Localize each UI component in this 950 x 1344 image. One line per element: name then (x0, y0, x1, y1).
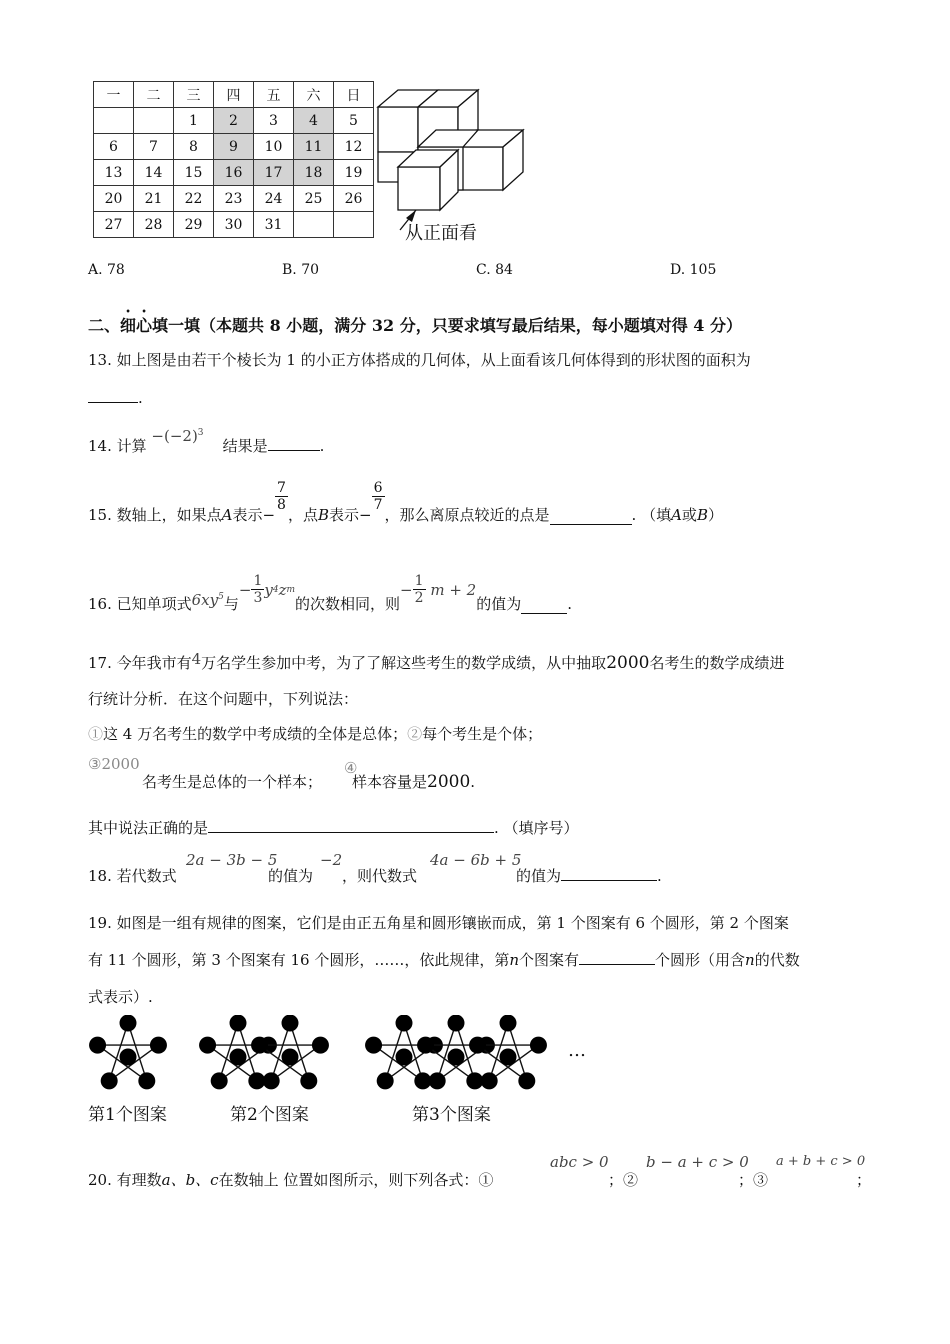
pattern-circle (282, 1015, 299, 1032)
calendar-day-cell: 11 (294, 134, 334, 160)
q20-text: 20. 有理数a、b、c在数轴上 位置如图所示，则下列各式：① abc > 0 ；② b − a + c > 0 ；③ a + b + c > 0 ； (88, 1153, 872, 1189)
calendar-day-cell: 31 (254, 212, 294, 238)
answer-blank[interactable] (561, 866, 657, 881)
inequality-1: abc > 0 (550, 1153, 609, 1171)
calendar-row (94, 186, 374, 212)
pattern-circle (448, 1015, 465, 1032)
q19-line1: 19. 如图是一组有规律的图案，它们是由正五角星和圆形镶嵌而成，第 1 个图案有 6 个圆形，第 2 个图案 (88, 914, 789, 932)
calendar-day-cell: 8 (174, 134, 214, 160)
pattern-circle (230, 1015, 247, 1032)
calendar-row (94, 134, 374, 160)
calendar-header-cell: 二 (134, 82, 174, 108)
q15-text: 15. 数轴上，如果点 A 表示− $\frac{7}{8}$ ，点 B 表示− $\frac{6}{7}$ ，那么离原点较近的点是 . （填 A 或 B ） (88, 480, 723, 524)
calendar-day-cell: 7 (134, 134, 174, 160)
q17-statements-1-2: ①这 4 万名考生的数学中考成绩的全体是总体；②每个考生是个体； (88, 725, 543, 743)
calendar-day-cell: 4 (294, 108, 334, 134)
pattern-circle (469, 1037, 486, 1054)
calendar-day-cell: 5 (334, 108, 374, 134)
answer-blank[interactable] (579, 950, 655, 965)
pattern-circle (312, 1037, 329, 1054)
calendar-day-cell: 10 (254, 134, 294, 160)
q17-answer-line: 其中说法正确的是 . （填序号） (88, 819, 579, 837)
calendar-day-cell: 20 (94, 186, 134, 212)
q13-text: 13. 如上图是由若干个棱长为 1 的小正方体搭成的几何体，从上面看该几何体得到的形状图的面积为 (88, 351, 751, 369)
pattern-circle (518, 1072, 535, 1089)
expression-1: 2a − 3b − 5 (186, 851, 278, 869)
calendar-day-cell: 17 (254, 160, 294, 186)
monomial-1: $6xy^5$ (191, 591, 224, 609)
q17-line2: 行统计分析．在这个问题中，下列说法： (88, 690, 359, 708)
pattern-circle (120, 1049, 137, 1066)
calendar-table (93, 81, 374, 238)
calendar-day-cell (294, 212, 334, 238)
fraction-b: $\frac{6}{7}$ (373, 480, 383, 513)
calendar-day-cell: 28 (134, 212, 174, 238)
pattern-circle (448, 1049, 465, 1066)
q19-line3: 式表示）. (88, 988, 153, 1006)
calendar-day-cell: 14 (134, 160, 174, 186)
calendar-header-cell: 四 (214, 82, 254, 108)
pattern-circle (396, 1015, 413, 1032)
calendar-header-cell: 一 (94, 82, 134, 108)
pattern-circle (101, 1072, 118, 1089)
fraction-a: $\frac{7}{8}$ (277, 480, 286, 513)
calendar-day-cell: 25 (294, 186, 334, 212)
pattern-label-1: 第1个图案 (88, 1105, 167, 1125)
answer-blank[interactable] (521, 599, 567, 614)
pattern-ellipsis: … (568, 1040, 586, 1061)
calendar-day-cell: 15 (174, 160, 214, 186)
cube-caption: 从正面看 (405, 223, 477, 244)
calendar-day-cell: 29 (174, 212, 214, 238)
calendar-day-cell (94, 108, 134, 134)
calendar-day-cell: 1 (174, 108, 214, 134)
calendar-day-cell: 6 (94, 134, 134, 160)
calendar-day-cell: 16 (214, 160, 254, 186)
pattern-circle (300, 1072, 317, 1089)
calendar-day-cell: 9 (214, 134, 254, 160)
pattern-circle (500, 1015, 517, 1032)
calendar-day-cell: 12 (334, 134, 374, 160)
calendar-row (94, 108, 374, 134)
calendar-day-cell: 3 (254, 108, 294, 134)
calendar-day-cell: 19 (334, 160, 374, 186)
calendar-day-cell: 18 (294, 160, 334, 186)
pattern-circle (89, 1037, 106, 1054)
pattern-circle (396, 1049, 413, 1066)
calendar-header-cell: 日 (334, 82, 374, 108)
calendar-day-cell: 13 (94, 160, 134, 186)
pattern-circle (417, 1037, 434, 1054)
pattern-label-3: 第3个图案 (412, 1105, 491, 1125)
calendar-day-cell: 30 (214, 212, 254, 238)
inequality-2: b − a + c > 0 (646, 1153, 749, 1171)
expression-2: 4a − 6b + 5 (430, 851, 522, 869)
q19-line2: 有 11 个圆形，第 3 个图案有 16 个圆形，……，依此规律，第n个图案有 个圆形（用含n的代数 (88, 951, 800, 969)
monomial-2: − $\frac{1}{3}$ y 4 z m (238, 573, 296, 606)
q14-expression: $-(-2)^3$ (151, 427, 204, 445)
calendar-day-cell: 27 (94, 212, 134, 238)
calendar-header-cell: 三 (174, 82, 214, 108)
option-b: B. 70 (282, 262, 320, 278)
answer-blank[interactable] (550, 510, 632, 525)
pattern-circle (150, 1037, 167, 1054)
calendar-day-cell: 23 (214, 186, 254, 212)
answer-blank[interactable] (88, 388, 138, 403)
answer-blank[interactable] (268, 436, 320, 451)
value-neg2: −2 (320, 851, 343, 869)
star-pattern-figure (88, 1015, 608, 1095)
q13-answer-line: . (88, 388, 143, 408)
calendar-day-cell: 26 (334, 186, 374, 212)
pattern-circle (211, 1072, 228, 1089)
pattern-circle (377, 1072, 394, 1089)
pattern-circle (282, 1049, 299, 1066)
pattern-circle (429, 1072, 446, 1089)
calendar-row (94, 212, 374, 238)
pattern-circle (365, 1037, 382, 1054)
q16-text: 16. 已知单项式 $6xy^5$ 与 − $\frac{1}{3}$ y 4 z m 的次数相同，则 − $\frac{1}{2}$ m + 2 的值为 . (88, 573, 572, 613)
calendar-header-row (94, 82, 374, 108)
pattern-circle (530, 1037, 547, 1054)
calendar-header-cell: 六 (294, 82, 334, 108)
pattern-circle (263, 1072, 280, 1089)
pattern-circle (199, 1037, 216, 1054)
calendar-day-cell: 24 (254, 186, 294, 212)
pattern-circle (251, 1037, 268, 1054)
calendar-day-cell: 2 (214, 108, 254, 134)
option-a: A. 78 (88, 262, 125, 278)
option-c: C. 84 (476, 262, 513, 278)
pattern-circle (138, 1072, 155, 1089)
section-heading: 二、细心填一填（本题共 8 小题，满分 32 分，只要求填写最后结果，每小题填对得 4 分） (88, 316, 742, 335)
q17-statements-3-4: ③2000 名考生是总体的一个样本； ④ 样本容量是2000. (88, 755, 476, 792)
expression-m: − $\frac{1}{2}$ m + 2 (400, 573, 477, 606)
calendar-day-cell: 21 (134, 186, 174, 212)
q17-line1: 17. 今年我市有4万名学生参加中考，为了了解这些考生的数学成绩，从中抽取2000名考生的数学成绩进 (88, 650, 785, 673)
calendar-row (94, 160, 374, 186)
calendar-day-cell: 22 (174, 186, 214, 212)
calendar-day-cell (134, 108, 174, 134)
option-d: D. 105 (670, 262, 717, 278)
pattern-label-2: 第2个图案 (230, 1105, 309, 1125)
pattern-circle (230, 1049, 247, 1066)
pattern-circle (120, 1015, 137, 1032)
answer-blank[interactable] (208, 818, 494, 833)
q14-text: 14. 计算 $-(-2)^3$ 结果是 . (88, 427, 325, 455)
calendar-header-cell: 五 (254, 82, 294, 108)
pattern-circle (481, 1072, 498, 1089)
pattern-circle (500, 1049, 517, 1066)
inequality-3: a + b + c > 0 (776, 1154, 866, 1169)
